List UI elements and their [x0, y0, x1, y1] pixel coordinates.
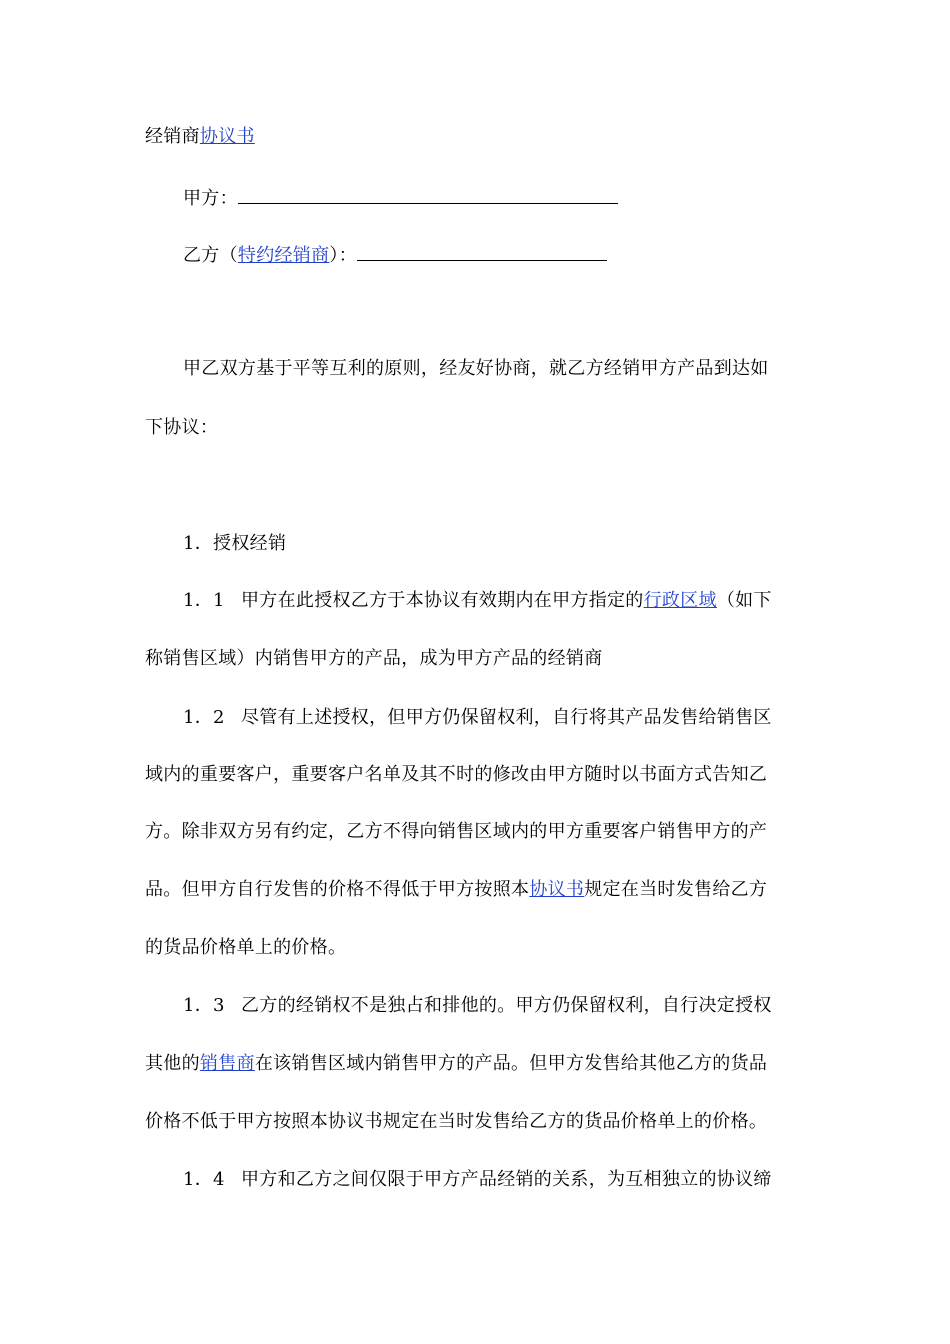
clause-1-1-text-a: 甲方在此授权乙方于本协议有效期内在甲方指定的 — [241, 590, 644, 611]
clause-1-4-number: 1．4 — [183, 1169, 225, 1190]
party-b-label-pre: 乙方（ — [183, 245, 238, 266]
section-1-heading: 1．授权经销 — [183, 533, 287, 554]
intro-line-1: 甲乙双方基于平等互利的原则，经友好协商，就乙方经销甲方产品到达如 — [183, 358, 769, 379]
clause-1-3-line-3: 价格不低于甲方按照本协议书规定在当时发售给乙方的货品价格单上的价格。 — [145, 1111, 768, 1132]
clause-1-2-text: 尽管有上述授权，但甲方仍保留权利，自行将其产品发售给销售区 — [241, 707, 772, 728]
clause-1-3-text: 乙方的经销权不是独占和排他的。甲方仍保留权利，自行决定授权 — [241, 995, 772, 1016]
document-title — [145, 125, 805, 149]
party-a-label: 甲方： — [183, 188, 238, 209]
clause-1-3-line-2 — [145, 1052, 805, 1076]
link-seller[interactable]: 销售商 — [199, 1053, 255, 1074]
party-a-blank — [238, 185, 618, 204]
clause-1-2-text-b: 规定在当时发售给乙方 — [584, 879, 768, 900]
clause-1-4-text: 甲方和乙方之间仅限于甲方产品经销的关系，为互相独立的协议缔 — [241, 1169, 772, 1190]
title-text: 经销商 — [145, 126, 200, 147]
party-b-line — [183, 242, 803, 268]
party-b-label-post: ）： — [329, 245, 358, 266]
clause-1-2-line-4 — [145, 878, 805, 902]
link-agreement[interactable]: 协议书 — [529, 879, 585, 900]
title-link-agreement[interactable]: 协议书 — [199, 126, 255, 147]
clause-1-2-line-3: 方。除非双方另有约定，乙方不得向销售区域内的甲方重要客户销售甲方的产 — [145, 821, 768, 842]
clause-1-1-text-b: （如下 — [716, 590, 772, 611]
clause-1-2-line-5: 的货品价格单上的价格。 — [145, 937, 347, 958]
clause-1-3-number: 1．3 — [183, 995, 225, 1016]
clause-1-3-line-1 — [183, 994, 803, 1018]
clause-1-4-line-1 — [183, 1168, 803, 1192]
party-b-blank — [357, 242, 607, 261]
party-a-line — [183, 185, 803, 211]
clause-1-1-line-1 — [183, 589, 803, 613]
intro-line-2: 下协议： — [145, 417, 219, 438]
link-admin-region[interactable]: 行政区域 — [643, 590, 717, 611]
clause-1-2-number: 1．2 — [183, 707, 225, 728]
link-special-dealer[interactable]: 特约经销商 — [237, 245, 330, 266]
clause-1-3-text-a: 其他的 — [145, 1053, 200, 1074]
clause-1-1-number: 1．1 — [183, 590, 225, 611]
clause-1-1-line-2: 称销售区域）内销售甲方的产品，成为甲方产品的经销商 — [145, 648, 603, 669]
clause-1-3-text-b: 在该销售区域内销售甲方的产品。但甲方发售给其他乙方的货品 — [254, 1053, 768, 1074]
clause-1-2-text-a: 品。但甲方自行发售的价格不得低于甲方按照本 — [145, 879, 530, 900]
clause-1-2-line-1 — [183, 706, 803, 730]
clause-1-2-line-2: 域内的重要客户，重要客户名单及其不时的修改由甲方随时以书面方式告知乙 — [145, 764, 768, 785]
